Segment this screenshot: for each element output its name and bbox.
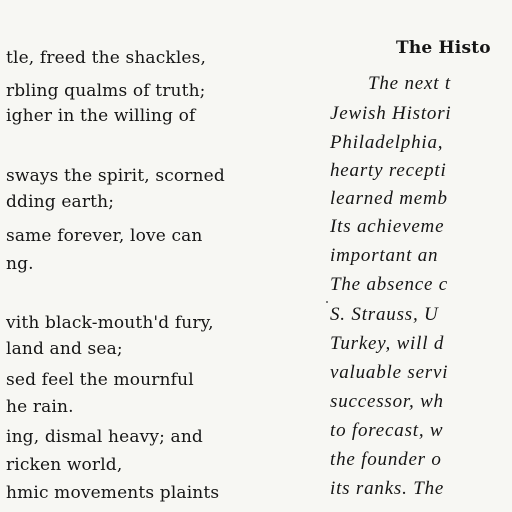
article-line-5: learned memb bbox=[330, 188, 448, 209]
poem-line-9: land and sea; bbox=[6, 339, 123, 359]
article-line-12: successor, wh bbox=[330, 391, 444, 412]
article-line-7: important an bbox=[330, 245, 439, 266]
poem-line-8: vith black-mouth'd fury, bbox=[6, 313, 214, 333]
poem-line-4: sways the spirit, scorned bbox=[6, 166, 225, 186]
article-line-3: Philadelphia, bbox=[330, 132, 444, 153]
article-heading: The Histo bbox=[396, 38, 491, 58]
poem-line-5: dding earth; bbox=[6, 192, 115, 212]
article-line-8: The absence c bbox=[330, 274, 449, 295]
article-line-4: hearty recepti bbox=[330, 160, 447, 181]
poem-line-3: igher in the willing of bbox=[6, 106, 196, 126]
article-line-15: its ranks. The bbox=[330, 478, 445, 499]
poem-line-7: ng. bbox=[6, 254, 34, 274]
article-line-1: The next t bbox=[368, 73, 451, 94]
article-line-9: S. Strauss, U bbox=[330, 304, 439, 325]
poem-line-2: rbling qualms of truth; bbox=[6, 81, 206, 101]
article-column bbox=[326, 0, 512, 512]
article-line-2: Jewish Histori bbox=[330, 103, 452, 124]
article-line-13: to forecast, w bbox=[330, 420, 444, 441]
poem-line-12: ing, dismal heavy; and bbox=[6, 427, 203, 447]
poem-line-6: same forever, love can bbox=[6, 226, 203, 246]
poem-line-10: sed feel the mournful bbox=[6, 370, 194, 390]
poem-line-1: tle, freed the shackles, bbox=[6, 48, 207, 68]
poem-line-11: he rain. bbox=[6, 397, 74, 417]
poem-line-13: ricken world, bbox=[6, 455, 123, 475]
poem-line-14: hmic movements plaints bbox=[6, 483, 220, 503]
article-line-11: valuable servi bbox=[330, 362, 449, 383]
article-line-14: the founder o bbox=[330, 449, 442, 470]
article-line-10: Turkey, will d bbox=[330, 333, 445, 354]
article-line-6: Its achieveme bbox=[330, 216, 445, 237]
